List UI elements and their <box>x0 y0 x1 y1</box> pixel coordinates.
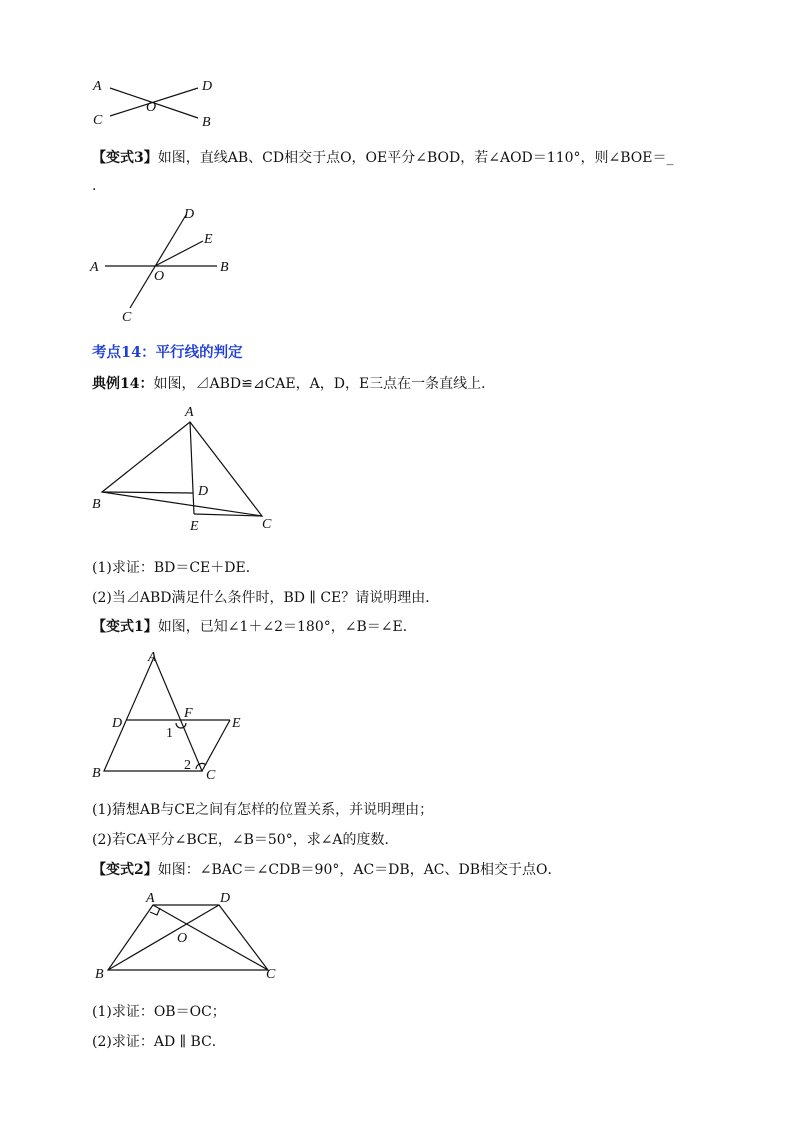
segment-ae <box>190 422 194 514</box>
label-c: C <box>262 517 272 532</box>
label-d: D <box>112 716 123 731</box>
label-e: E <box>190 519 199 534</box>
figure-variant1 <box>90 645 270 785</box>
triangle-abc <box>102 422 262 516</box>
label-d: D <box>202 79 213 94</box>
variant2-text: 如图：∠BAC＝∠CDB＝90°，AC＝DB，AC、DB相交于点O． <box>157 862 562 878</box>
label-b: B <box>92 766 101 781</box>
label-a: A <box>90 260 99 275</box>
example14-question-1: (1)求证：BD＝CE＋DE． <box>92 560 260 576</box>
label-b: B <box>92 497 101 512</box>
trapezoid-abcd <box>108 905 268 970</box>
label-f: F <box>184 706 193 721</box>
diagonal-db <box>108 905 219 970</box>
variant3-continuation: . <box>92 178 97 194</box>
variant1-question-1: (1)猜想AB与CE之间有怎样的位置关系，并说明理由； <box>92 802 434 818</box>
label-c: C <box>122 310 132 325</box>
variant2-problem <box>92 860 562 880</box>
example14-problem <box>92 374 495 394</box>
variant1-tag: 【变式1】 <box>92 619 158 635</box>
example14-question-2: (2)当⊿ABD满足什么条件时，BD ∥ CE？请说明理由． <box>92 590 440 606</box>
label-d: D <box>184 207 195 222</box>
right-angle-mark <box>150 908 160 915</box>
label-b: B <box>95 967 104 982</box>
diagonal-ac <box>153 905 268 970</box>
variant2-tag: 【变式2】 <box>92 862 158 878</box>
variant3-text: 如图，直线AB、CD相交于点O，OE平分∠BOD，若∠AOD＝110°，则∠BOE＝_ <box>157 150 674 166</box>
line-cd <box>130 215 186 308</box>
segment-bd <box>102 492 193 493</box>
example14-tag: 典例14： <box>92 376 154 392</box>
section-title: 考点14：平行线的判定 <box>92 344 243 361</box>
variant1-problem <box>92 617 417 637</box>
figure-variant3 <box>90 205 250 325</box>
label-c: C <box>266 967 276 982</box>
label-b: B <box>220 260 229 275</box>
figure-variant2 <box>90 884 290 984</box>
label-e: E <box>232 716 241 731</box>
label-e: E <box>204 232 213 247</box>
label-a: A <box>146 891 155 906</box>
label-d: D <box>198 484 209 499</box>
label-c: C <box>206 768 216 783</box>
variant3-problem <box>92 148 673 168</box>
label-a: A <box>185 405 194 420</box>
label-d: D <box>220 891 231 906</box>
label-o: O <box>146 100 157 115</box>
example14-text: 如图，⊿ABD≌⊿CAE，A，D，E三点在一条直线上． <box>153 376 496 392</box>
segment-ce <box>202 720 230 771</box>
label-a: A <box>93 79 102 94</box>
label-c: C <box>93 113 103 128</box>
variant1-question-2: (2)若CA平分∠BCE，∠B＝50°，求∠A的度数． <box>92 832 399 848</box>
label-o: O <box>154 269 165 284</box>
label-b: B <box>202 115 211 130</box>
label-angle-1: 1 <box>166 726 173 741</box>
figure-example14 <box>90 398 290 538</box>
label-a: A <box>148 650 157 665</box>
label-o: O <box>177 931 188 946</box>
variant1-text: 如图，已知∠1＋∠2＝180°，∠B＝∠E． <box>157 619 417 635</box>
label-angle-2: 2 <box>184 758 191 773</box>
variant3-tag: 【变式3】 <box>92 150 158 166</box>
variant2-question-2: (2)求证：AD ∥ BC． <box>92 1034 226 1050</box>
angle-1-arc <box>176 723 186 728</box>
figure-intersecting-lines <box>90 74 230 134</box>
variant2-question-1: (1)求证：OB＝OC； <box>92 1004 226 1020</box>
